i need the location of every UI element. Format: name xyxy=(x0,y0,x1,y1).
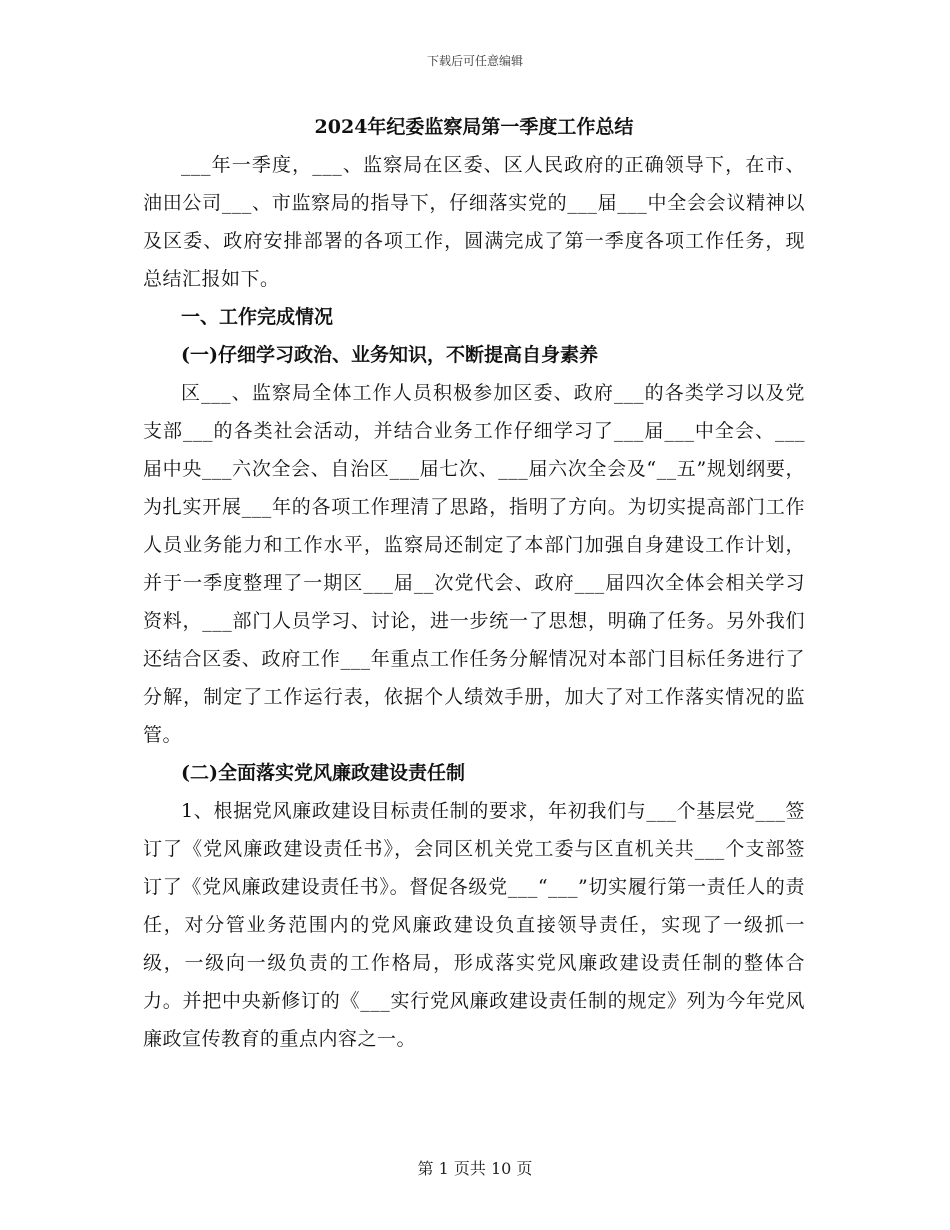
page-header: 下载后可任意编辑 xyxy=(426,54,523,68)
subsection-responsibility-paragraph: 1、根据党风廉政建设目标责任制的要求，年初我们与___个基层党___签订了《党风廉政建设责任书》，会同区机关党工委与区直机关共___个支部签订了《党风廉政建设责任书》。督促各级党___“___”切实履行第一责任人的责任，对分管业务范围内的党风廉政建设负直接领导责任，实现了一级抓一级，一级向一级负责的工作格局，形成落实党风廉政建设责任制的整体合力。并把中央新修订的《___实行党风廉政建设责任制的规定》列为今年党风廉政宣传教育的重点内容之一。 xyxy=(143,800,805,1050)
intro-paragraph: ___年一季度，___、监察局在区委、区人民政府的正确领导下，在市、油田公司___、市监察局的指导下，仔细落实党的___届___中全会会议精神以及区委、政府安排部署的各项工作，圆满完成了第一季度各项工作任务，现总结汇报如下。 xyxy=(143,154,805,290)
page-number: 第 1 页共 10 页 xyxy=(417,1159,533,1178)
document-body xyxy=(143,108,805,1058)
document-title: 2024年纪委监察局第一季度工作总结 xyxy=(314,116,634,138)
subsection-study-paragraph: 区___、监察局全体工作人员积极参加区委、政府___的各类学习以及党支部___的各类社会活动，并结合业务工作仔细学习了___届___中全会、___届中央___六次全会、自治区___届七次、___届六次全会及“__五”规划纲要，为扎实开展___年的各项工作理清了思路，指明了方向。为切实提高部门工作人员业务能力和工作水平，监察局还制定了本部门加强自身建设工作计划，并于一季度整理了一期区___届__次党代会、政府___届四次全体会相关学习资料，___部门人员学习、讨论，进一步统一了思想，明确了任务。另外我们还结合区委、政府工作___年重点工作任务分解情况对本部门目标任务进行了分解，制定了工作运行表，依据个人绩效手册，加大了对工作落实情况的监管。 xyxy=(143,382,805,746)
subsection-heading-responsibility: (二)全面落实党风廉政建设责任制 xyxy=(181,762,465,784)
section-heading-work-completion: 一、工作完成情况 xyxy=(181,306,334,328)
subsection-heading-study: (一)仔细学习政治、业务知识，不断提高自身素养 xyxy=(181,344,598,366)
